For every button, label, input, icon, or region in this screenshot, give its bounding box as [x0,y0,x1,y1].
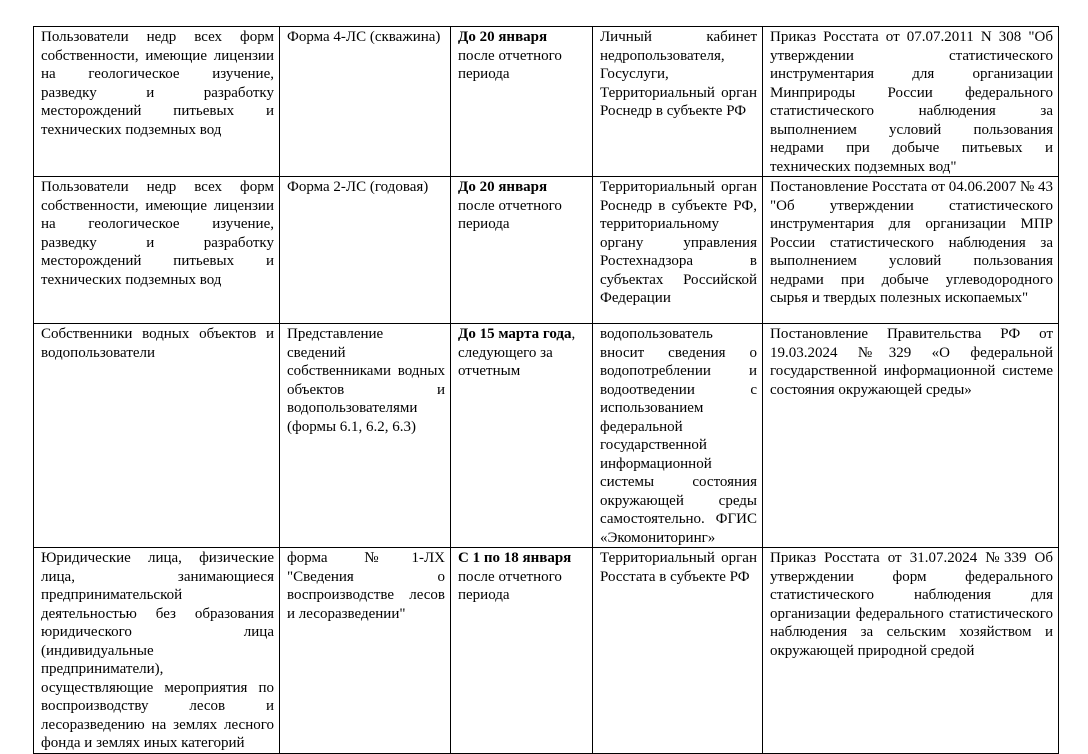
legal-basis-cell: Приказ Росстата от 07.07.2011 N 308 "Об утверждении статистического инструментария для организации Минприроды России федерального статистического наблюдения за выполнением условий пользования недрами при добыче питьевых и технических подземных вод" [763,27,1059,177]
reporting-subject-cell: Юридические лица, физические лица, занимающиеся предпринимательской деятельностью без образования юридического лица (индивидуальные предприниматели), осуществляющие мероприятия по воспроизводству лесов и лесоразведению на землях лесного фонда и землях иных категорий [34,548,280,754]
table-row [34,27,1059,177]
report-form-cell: форма №1-ЛХ "Сведения о воспроизводстве лесов и лесоразведении" [280,548,451,754]
recipient-cell: водопользователь вносит сведения о водопотреблении и водоотведении с использованием федеральной государственной информационной системы состояния окружающей среды самостоятельно. ФГИС «Экомониторинг» [593,324,763,548]
deadline-text: после отчетного периода [458,47,562,82]
deadline-text: после отчетного периода [458,197,562,232]
deadline-cell [451,177,593,324]
deadline-bold-text: До 20 января [458,29,548,45]
recipient-cell: Личный кабинет недропользователя, Госуслуги, Территориальный орган Роснедр в субъекте РФ [593,27,763,177]
deadline-bold-text: С 1 по 18 января [458,550,572,566]
legal-basis-cell: Постановление Росстата от 04.06.2007 № 43 "Об утверждении статистического инструментария для организации МПР России статистического наблюдения за выполнением условий пользования недрами при добыче углеводородного сырья и твердых полезных ископаемых" [763,177,1059,324]
deadline-cell [451,548,593,754]
legal-basis-cell: Постановление Правительства РФ от 19.03.2024 №329 «О федеральной государственной информационной системе состояния окружающей среды» [763,324,1059,548]
table-row [34,324,1059,548]
table-row [34,548,1059,754]
table-row [34,177,1059,324]
deadline-bold-text: До 15 марта года [458,326,572,342]
reporting-subject-cell: Собственники водных объектов и водопользователи [34,324,280,548]
legal-basis-cell: Приказ Росстата от 31.07.2024 №339 Об утверждении форм федерального статистического наблюдения для организации федерального статистического наблюдения за сельским хозяйством и окружающей природной средой [763,548,1059,754]
deadline-bold-text: До 20 января [458,179,548,195]
reporting-subject-cell: Пользователи недр всех форм собственности, имеющие лицензии на геологическое изучение, разведку и разработку месторождений питьевых и технических подземных вод [34,177,280,324]
deadline-cell [451,324,593,548]
deadline-text: , следующего за отчетным [458,326,576,379]
recipient-cell: Территориальный орган Росстата в субъекте РФ [593,548,763,754]
deadline-cell [451,27,593,177]
reporting-subject-cell: Пользователи недр всех форм собственности, имеющие лицензии на геологическое изучение, разведку и разработку месторождений питьевых и технических подземных вод [34,27,280,177]
recipient-cell: Территориальный орган Роснедр в субъекте РФ, территориальному органу управления Ростехнадзора в субъектах Российской Федерации [593,177,763,324]
reporting-requirements-table [33,26,1059,754]
report-form-cell: Представление сведений собственниками водных объектов и водопользователями (формы 6.1, 6.2, 6.3) [280,324,451,548]
report-form-cell: Форма 4-ЛС (скважина) [280,27,451,177]
report-form-cell: Форма 2-ЛС (годовая) [280,177,451,324]
deadline-text: после отчетного периода [458,568,562,603]
